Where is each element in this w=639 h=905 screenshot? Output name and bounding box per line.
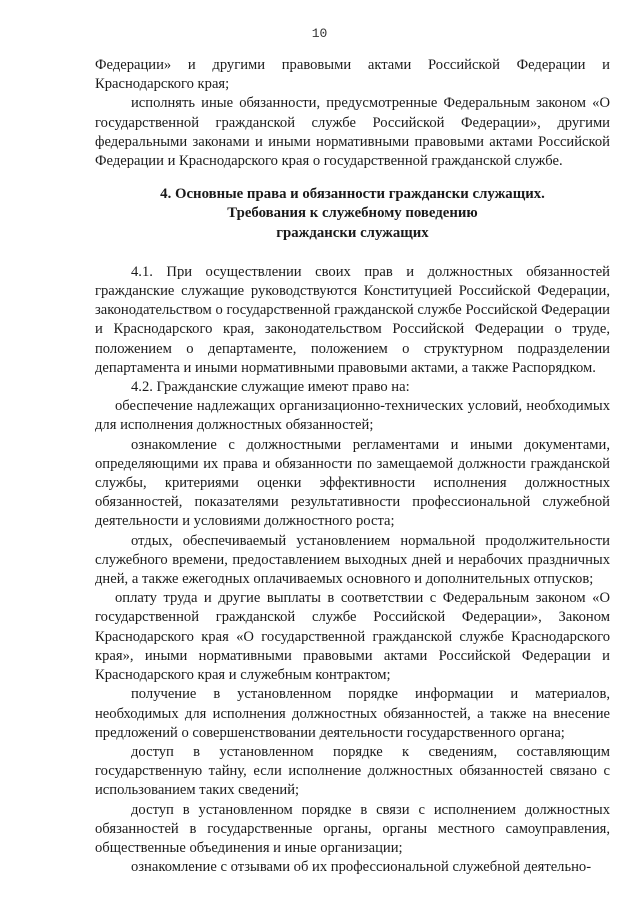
section-heading-line-1: 4. Основные права и обязанности граждански служащих. (160, 186, 545, 203)
list-item-support: обеспечение надлежащих организационно-технических условий, необходимых для исполнения должностных обязанностей; (95, 398, 610, 434)
document-body (95, 56, 610, 877)
list-item-rest: отдых, обеспечиваемый установлением нормальной продолжительности служебного времени, предоставлением выходных дней и нерабочих праздничных дней, а также ежегодных оплачиваемых основного и дополнительных отпусков; (95, 532, 610, 588)
list-item-regulations: ознакомление с должностными регламентами и иными документами, определяющими их права и обязанности по замещаемой должности гражданской службы, критериями оценки эффективности исполнения должностных обязанностей, показателями результативности профессиональной служебной деятельности и условиями должностного роста; (95, 436, 610, 530)
list-item-organizations-access: доступ в установленном порядке в связи с исполнением должностных обязанностей в государственные органы, органы местного самоуправления, общественные объединения и иные организации; (95, 801, 610, 856)
page-number: 10 (311, 26, 328, 41)
section-heading (95, 185, 610, 243)
list-item-pay: оплату труда и другие выплаты в соответствии с Федеральным законом «О государственной гражданской службе Российской Федерации», Законом Краснодарского края «О государственной гражданской службе Краснодарского края», иными нормативными правовыми актами Российской Федерации и Краснодарского края и служебным контрактом; (95, 590, 610, 684)
list-item-information: получение в установленном порядке информации и материалов, необходимых для исполнения должностных обязанностей, а также на внесение предложений о совершенствовании деятельности государственного органа; (95, 686, 610, 741)
paragraph-continuation: Федерации» и другими правовыми актами Российской Федерации и Краснодарского края; (95, 57, 610, 93)
list-item-reviews: ознакомление с отзывами об их профессиональной служебной деятельно- (131, 859, 592, 876)
section-heading-line-2: Требования к служебному поведению (227, 205, 478, 222)
paragraph-4-2: 4.2. Гражданские служащие имеют право на: (131, 379, 410, 396)
list-item-secret-access: доступ в установленном порядке к сведениям, составляющим государственную тайну, если исполнение должностных обязанностей связано с использованием таких сведений; (95, 743, 610, 799)
paragraph-other-duties: исполнять иные обязанности, предусмотренные Федеральным законом «О государственной гражданской службе Российской Федерации», другими федеральными законами и иными нормативными правовыми актами Российской Федерации и Краснодарского края о государственной гражданской службе. (95, 95, 610, 170)
section-heading-line-3: граждански служащих (276, 224, 429, 241)
paragraph-4-1: 4.1. При осуществлении своих прав и должностных обязанностей гражданские служащие руководствуются Конституцией Российской Федерации, законодательством о государственной гражданской службе Российской Федерации и Краснодарского края, законодательством Российской Федерации о труде, положением о департаменте, положением о структурном подразделении департамента и иными нормативными правовыми актами, а также Распорядком. (95, 263, 610, 376)
